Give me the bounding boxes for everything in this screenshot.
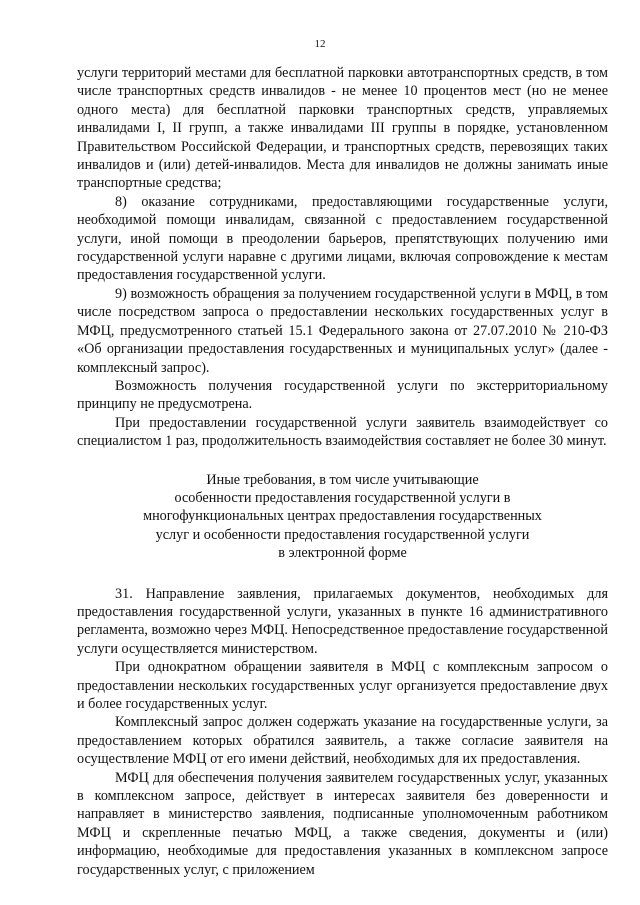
paragraph: 31. Направление заявления, прилагаемых документов, необходимых для предоставления государственной услуги, указанных в пункте 16 административного регламента, возможно через МФЦ. Непосредственное предоставление государственной услуги осуществляется министерством. — [77, 585, 608, 657]
section-heading — [137, 471, 548, 563]
paragraph: Комплексный запрос должен содержать указание на государственные услуги, за предоставлением которых обратился заявитель, а также согласие заявителя на осуществление МФЦ от его имени действий, необходимых для их предоставления. — [77, 714, 608, 768]
heading-line: услуг и особенности предоставления государственной услуги — [155, 526, 530, 543]
paragraph: услуги территорий местами для бесплатной парковки автотранспортных средств, в том числе транспортных средств инвалидов - не менее 10 процентов мест (но не менее одного места) для бесплатной парковки транспортных средств, управляемых инвалидами I, II групп, а также инвалидами III группы в порядке, установленном Правительством Российской Федерации, и транспортных средств, перевозящих таких инвалидов и (или) детей-инвалидов. Места для инвалидов не должны занимать иные транспортные средства; — [77, 65, 608, 192]
heading-line: многофункциональных центрах предоставления государственных — [143, 508, 542, 525]
document-body — [77, 64, 608, 879]
page-number: 12 — [314, 38, 326, 50]
heading-line: в электронной форме — [278, 545, 407, 562]
paragraph: При предоставлении государственной услуги заявитель взаимодействует со специалистом 1 раз, продолжительность взаимодействия составляет не более 30 минут. — [77, 414, 608, 450]
paragraph: При однократном обращении заявителя в МФЦ с комплексным запросом о предоставлении нескольких государственных услуг организуется предоставление двух и более государственных услуг. — [77, 659, 608, 712]
paragraph: Возможность получения государственной услуги по экстерриториальному принципу не предусмотрена. — [77, 377, 608, 413]
paragraph: МФЦ для обеспечения получения заявителем государственных услуг, указанных в комплексном запросе, действует в интересах заявителя без доверенности и направляет в министерство заявления, подписанные уполномоченным работником МФЦ и скрепленные печатью МФЦ, а также сведения, документы и (или) информацию, необходимые для предоставления указанных в комплексном запросе государственных услуг, с приложением — [77, 769, 608, 878]
paragraph: 8) оказание сотрудниками, предоставляющими государственные услуги, необходимой помощи инвалидам, связанной с предоставлением государственной услуги, иной помощи в преодолении барьеров, препятствующих получению ими государственной услуги наравне с другими лицами, включая сопровождение к местам предоставления государственной услуги. — [77, 193, 608, 284]
paragraph: 9) возможность обращения за получением государственной услуги в МФЦ, в том числе посредством запроса о предоставлении нескольких государственных услуг в МФЦ, предусмотренного статьей 15.1 Федерального закона от 27.07.2010 № 210-ФЗ «Об организации предоставления государственных и муниципальных услуг» (далее - комплексный запрос). — [77, 285, 608, 376]
heading-line: особенности предоставления государственной услуги в — [174, 489, 511, 506]
heading-line: Иные требования, в том числе учитывающие — [206, 471, 479, 488]
